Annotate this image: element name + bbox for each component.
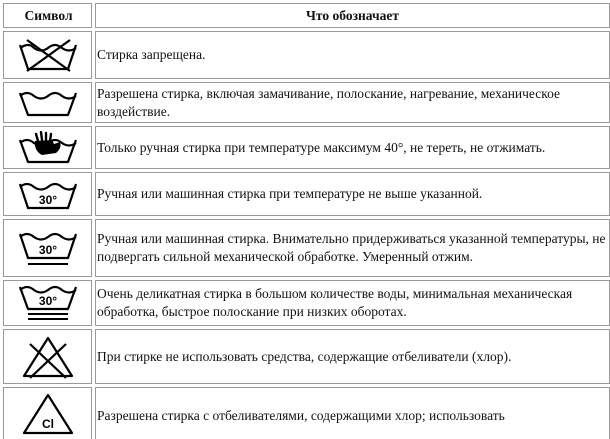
meaning-cell: Стирка запрещена. bbox=[95, 31, 610, 79]
symbol-cell bbox=[3, 280, 92, 326]
no-bleach-icon bbox=[20, 334, 76, 380]
temperature-label: 30° bbox=[38, 193, 57, 207]
table-row bbox=[3, 280, 610, 326]
table-row bbox=[3, 387, 610, 439]
symbol-cell bbox=[3, 219, 92, 277]
meaning-cell: Очень деликатная стирка в большом количестве воды, минимальная механическая обработка, быстрое полоскание при низких оборотах. bbox=[95, 280, 610, 326]
hand-wash-icon bbox=[16, 131, 80, 165]
table-row bbox=[3, 172, 610, 216]
meaning-cell: Только ручная стирка при температуре максимум 40°, не тереть, не отжимать. bbox=[95, 126, 610, 169]
chlorine-bleach-icon bbox=[20, 392, 76, 438]
temperature-label: 30° bbox=[38, 243, 57, 257]
symbol-cell bbox=[3, 329, 92, 384]
header-meaning: Что обозначает bbox=[95, 3, 610, 28]
symbol-cell bbox=[3, 172, 92, 216]
meaning-cell: Ручная или машинная стирка. Внимательно придерживаться указанной температуры, не подвергать сильной механической обработке. Умеренный отжим. bbox=[95, 219, 610, 277]
table-row bbox=[3, 329, 610, 384]
symbol-cell bbox=[3, 31, 92, 79]
symbol-cell bbox=[3, 387, 92, 439]
meaning-cell: Ручная или машинная стирка при температуре не выше указанной. bbox=[95, 172, 610, 216]
meaning-cell: Разрешена стирка с отбеливателями, содержащими хлор; использовать bbox=[95, 387, 610, 439]
chlorine-label: Cl bbox=[41, 417, 54, 431]
table-header-row bbox=[3, 3, 610, 28]
symbol-cell bbox=[3, 126, 92, 169]
wash-30-very-gentle-icon bbox=[16, 283, 80, 323]
table-row bbox=[3, 82, 610, 123]
table-row bbox=[3, 31, 610, 79]
wash-tub-icon bbox=[16, 88, 80, 118]
wash-30-gentle-icon bbox=[16, 229, 80, 267]
temperature-label: 30° bbox=[38, 294, 57, 308]
wash-30-icon bbox=[16, 177, 80, 211]
meaning-cell: При стирке не использовать средства, содержащие отбеливатели (хлор). bbox=[95, 329, 610, 384]
no-wash-icon bbox=[16, 36, 80, 74]
table-row bbox=[3, 126, 610, 169]
meaning-cell: Разрешена стирка, включая замачивание, полоскание, нагревание, механическое воздействие. bbox=[95, 82, 610, 123]
table-row bbox=[3, 219, 610, 277]
header-symbol: Символ bbox=[3, 3, 92, 28]
symbol-cell bbox=[3, 82, 92, 123]
